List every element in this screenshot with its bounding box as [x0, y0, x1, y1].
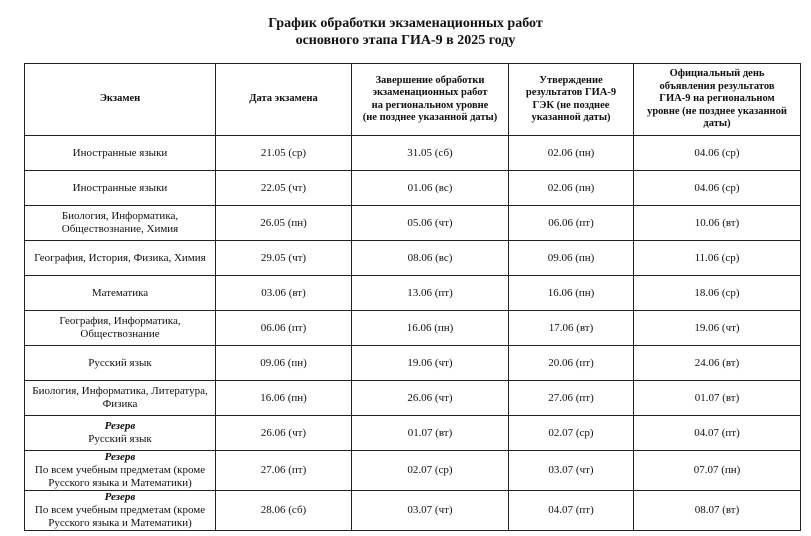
table-row: [25, 416, 801, 451]
table-row: [25, 206, 801, 241]
announcement-date-cell: 24.06 (вт): [634, 346, 801, 381]
announcement-date-cell: 11.06 (ср): [634, 241, 801, 276]
gek-approval-cell: 20.06 (пт): [509, 346, 634, 381]
processing-deadline-cell: 02.07 (ср): [352, 451, 509, 491]
reserve-label: Резерв: [104, 420, 136, 432]
exam-name: По всем учебным предметам (кроме: [34, 464, 206, 476]
exam-schedule-table: [24, 63, 801, 531]
gek-approval-cell: 17.06 (вт): [509, 311, 634, 346]
gek-approval-cell: 09.06 (пн): [509, 241, 634, 276]
header-official-announcement-line: даты): [703, 118, 731, 130]
exam-name: Обществознание: [80, 328, 160, 340]
exam-cell: [25, 276, 216, 311]
reserve-label: Резерв: [104, 451, 136, 463]
exam-date-cell: 26.05 (пн): [216, 206, 352, 241]
exam-cell: [25, 491, 216, 531]
gek-approval-cell: 04.07 (пт): [509, 491, 634, 531]
announcement-date-cell: 07.07 (пн): [634, 451, 801, 491]
exam-name: Русский язык: [88, 356, 152, 369]
exam-name: Физика: [102, 398, 138, 410]
processing-deadline-cell: 16.06 (пн): [352, 311, 509, 346]
header-processing-deadline-line: Завершение обработки: [375, 74, 485, 86]
announcement-date-cell: 01.07 (вт): [634, 381, 801, 416]
processing-deadline-cell: 01.06 (вс): [352, 171, 509, 206]
exam-name: Русского языка и Математики): [48, 517, 192, 529]
exam-cell: [25, 346, 216, 381]
processing-deadline-cell: 26.06 (чт): [352, 381, 509, 416]
header-official-announcement-line: ГИА-9 на региональном: [659, 93, 775, 105]
exam-name: Математика: [91, 286, 149, 299]
exam-date-cell: 26.06 (чт): [216, 416, 352, 451]
exam-cell: [25, 416, 216, 451]
exam-cell: [25, 241, 216, 276]
exam-name: Иностранные языки: [72, 181, 168, 194]
exam-cell: [25, 206, 216, 241]
exam-cell: [25, 171, 216, 206]
title-line-2: основного этапа ГИА-9 в 2025 году: [295, 33, 516, 48]
header-processing-deadline: [352, 64, 509, 136]
processing-deadline-cell: 01.07 (вт): [352, 416, 509, 451]
table-row: [25, 136, 801, 171]
table-row: [25, 241, 801, 276]
processing-deadline-cell: 08.06 (вс): [352, 241, 509, 276]
header-exam: [25, 64, 216, 136]
gek-approval-cell: 27.06 (пт): [509, 381, 634, 416]
processing-deadline-cell: 05.06 (чт): [352, 206, 509, 241]
exam-name: Обществознание, Химия: [61, 223, 179, 235]
gek-approval-cell: 16.06 (пн): [509, 276, 634, 311]
exam-date-cell: 06.06 (пт): [216, 311, 352, 346]
exam-name: Русский язык: [88, 433, 152, 445]
exam-cell: [25, 136, 216, 171]
table-row: [25, 381, 801, 416]
header-processing-deadline-line: экзаменационных работ: [372, 87, 488, 98]
header-official-announcement-line: объявления результатов: [659, 80, 775, 92]
gek-approval-cell: 02.06 (пн): [509, 136, 634, 171]
header-exam-date: [216, 64, 352, 136]
exam-name: По всем учебным предметам (кроме: [34, 504, 206, 516]
announcement-date-cell: 08.07 (вт): [634, 491, 801, 531]
exam-name: Биология, Информатика, Литература,: [32, 385, 208, 397]
table-row: [25, 451, 801, 491]
exam-date-cell: 21.05 (ср): [216, 136, 352, 171]
table-row: [25, 171, 801, 206]
exam-date-cell: 09.06 (пн): [216, 346, 352, 381]
processing-deadline-cell: 31.05 (сб): [352, 136, 509, 171]
exam-date-cell: 22.05 (чт): [216, 171, 352, 206]
header-row: [25, 64, 801, 136]
processing-deadline-cell: 03.07 (чт): [352, 491, 509, 531]
announcement-date-cell: 10.06 (вт): [634, 206, 801, 241]
announcement-date-cell: 19.06 (чт): [634, 311, 801, 346]
exam-name: Русского языка и Математики): [48, 477, 192, 489]
header-gek-approval-line: ГЭК (не позднее: [532, 99, 610, 111]
announcement-date-cell: 04.06 (ср): [634, 136, 801, 171]
exam-name: География, История, Физика, Химия: [34, 251, 206, 264]
header-gek-approval-line: результатов ГИА-9: [525, 87, 617, 98]
exam-name: География, Информатика,: [59, 315, 181, 327]
header-gek-approval-line: указанной даты): [531, 112, 611, 123]
exam-date-cell: 28.06 (сб): [216, 491, 352, 531]
announcement-date-cell: 04.07 (пт): [634, 416, 801, 451]
exam-name: Биология, Информатика,: [61, 210, 179, 222]
header-gek-approval-line: Утверждение: [539, 74, 603, 86]
reserve-label: Резерв: [104, 491, 136, 503]
title-line-1: График обработки экзаменационных работ: [268, 16, 543, 31]
header-exam-line: Экзамен: [99, 93, 141, 105]
header-gek-approval: [509, 64, 634, 136]
gek-approval-cell: 03.07 (чт): [509, 451, 634, 491]
gek-approval-cell: 06.06 (пт): [509, 206, 634, 241]
table-row: [25, 311, 801, 346]
table-row: [25, 346, 801, 381]
exam-cell: [25, 381, 216, 416]
processing-deadline-cell: 13.06 (пт): [352, 276, 509, 311]
exam-date-cell: 29.05 (чт): [216, 241, 352, 276]
table-row: [25, 276, 801, 311]
exam-date-cell: 16.06 (пн): [216, 381, 352, 416]
announcement-date-cell: 04.06 (ср): [634, 171, 801, 206]
exam-cell: [25, 311, 216, 346]
gek-approval-cell: 02.06 (пн): [509, 171, 634, 206]
header-official-announcement-line: уровне (не позднее указанной: [647, 105, 787, 117]
exam-date-cell: 03.06 (вт): [216, 276, 352, 311]
document-title: [0, 15, 811, 49]
exam-date-cell: 27.06 (пт): [216, 451, 352, 491]
announcement-date-cell: 18.06 (ср): [634, 276, 801, 311]
header-processing-deadline-line: (не позднее указанной даты): [362, 112, 498, 123]
gek-approval-cell: 02.07 (ср): [509, 416, 634, 451]
table-row: [25, 491, 801, 531]
header-official-announcement-line: Официальный день: [669, 68, 765, 80]
exam-cell: [25, 451, 216, 491]
exam-name: Иностранные языки: [72, 146, 168, 159]
header-exam-date-line: Дата экзамена: [249, 93, 318, 105]
schedule-body: [25, 136, 801, 531]
header-official-announcement: [634, 64, 801, 136]
header-processing-deadline-line: на региональном уровне: [371, 99, 489, 111]
processing-deadline-cell: 19.06 (чт): [352, 346, 509, 381]
